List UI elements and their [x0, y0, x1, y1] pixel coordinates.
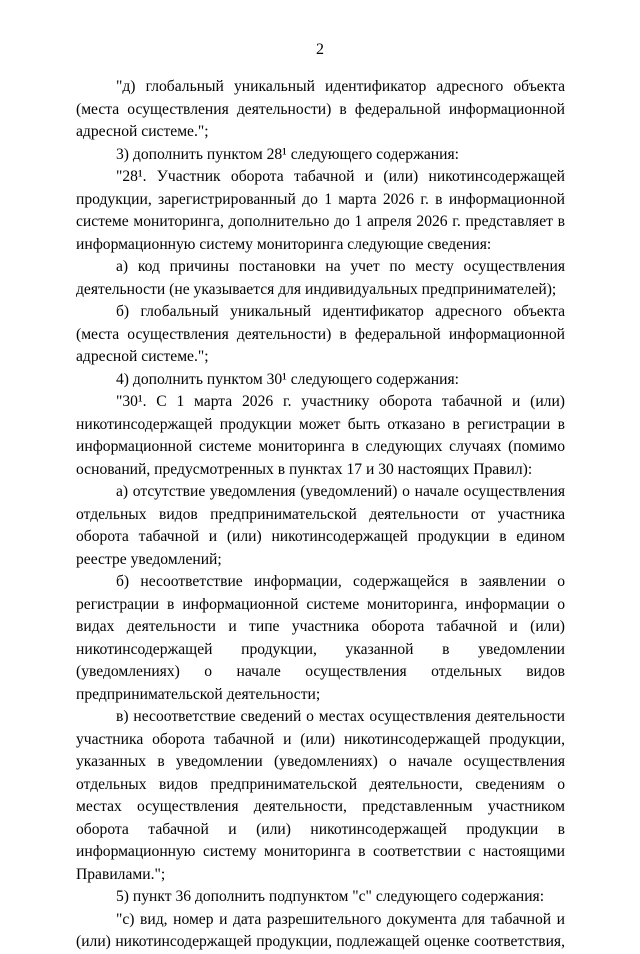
paragraph-subpoint-d: "д) глобальный уникальный идентификатор адресного объекта (места осуществления деятельности) в федеральной информационной адресной системе."; [76, 78, 565, 140]
paragraph-point-28-1: "28¹. Участник оборота табачной и (или) никотинсодержащей продукции, зарегистрированный до 1 марта 2026 г. в информационной системе мониторинга, дополнительно до 1 апреля 2026 г. представляет в информационную систему мониторинга следующие сведения: [76, 168, 565, 253]
paragraph-item-3: 3) дополнить пунктом 28¹ следующего содержания: [116, 145, 459, 163]
paragraph-subpoint-b: б) несоответствие информации, содержащейся в заявлении о регистрации в информационной системе мониторинга, информации о видах деятельности и типе участника оборота табачной и (или) никотинсодержащей продукции, указанной в уведомлении (уведомлениях) о начале осуществления отдельных видов предпринимательской деятельности; [76, 573, 565, 703]
paragraph-subpoint-b: б) глобальный уникальный идентификатор адресного объекта (места осуществления деятельности) в федеральной информационной адресной системе."; [76, 303, 565, 365]
page-number: 2 [316, 41, 324, 58]
paragraph-subpoint-a: а) код причины постановки на учет по месту осуществления деятельности (не указывается для индивидуальных предпринимателей); [76, 258, 565, 298]
paragraph-subpoint-s: "с) вид, номер и дата разрешительного документа для табачной и (или) никотинсодержащей продукции, подлежащей оценке соответствия, [76, 910, 565, 950]
paragraph-subpoint-a: а) отсутствие уведомления (уведомлений) о начале осуществления отдельных видов предпринимательской деятельности от участника оборота табачной и (или) никотинсодержащей продукции в едином реестре уведомлений; [76, 483, 565, 568]
paragraph-item-4: 4) дополнить пунктом 30¹ следующего содержания: [116, 370, 459, 388]
document-body [76, 76, 565, 954]
paragraph-point-30-1: "30¹. С 1 марта 2026 г. участнику оборота табачной и (или) никотинсодержащей продукции может быть отказано в регистрации в информационной системе мониторинга в следующих случаях (помимо оснований, предусмотренных в пунктах 17 и 30 настоящих Правил): [76, 393, 565, 478]
paragraph-item-5: 5) пункт 36 дополнить подпунктом "с" следующего содержания: [116, 888, 545, 905]
paragraph-subpoint-v: в) несоответствие сведений о местах осуществления деятельности участника оборота табачной и (или) никотинсодержащей продукции, указанных в уведомлении (уведомлениях) о начале осуществления отдельных видов предпринимательской деятельности, сведениям о местах осуществления деятельности, представленным участником оборота табачной и (или) никотинсодержащей продукции в информационную систему мониторинга в соответствии с настоящими Правилами."; [76, 708, 565, 883]
